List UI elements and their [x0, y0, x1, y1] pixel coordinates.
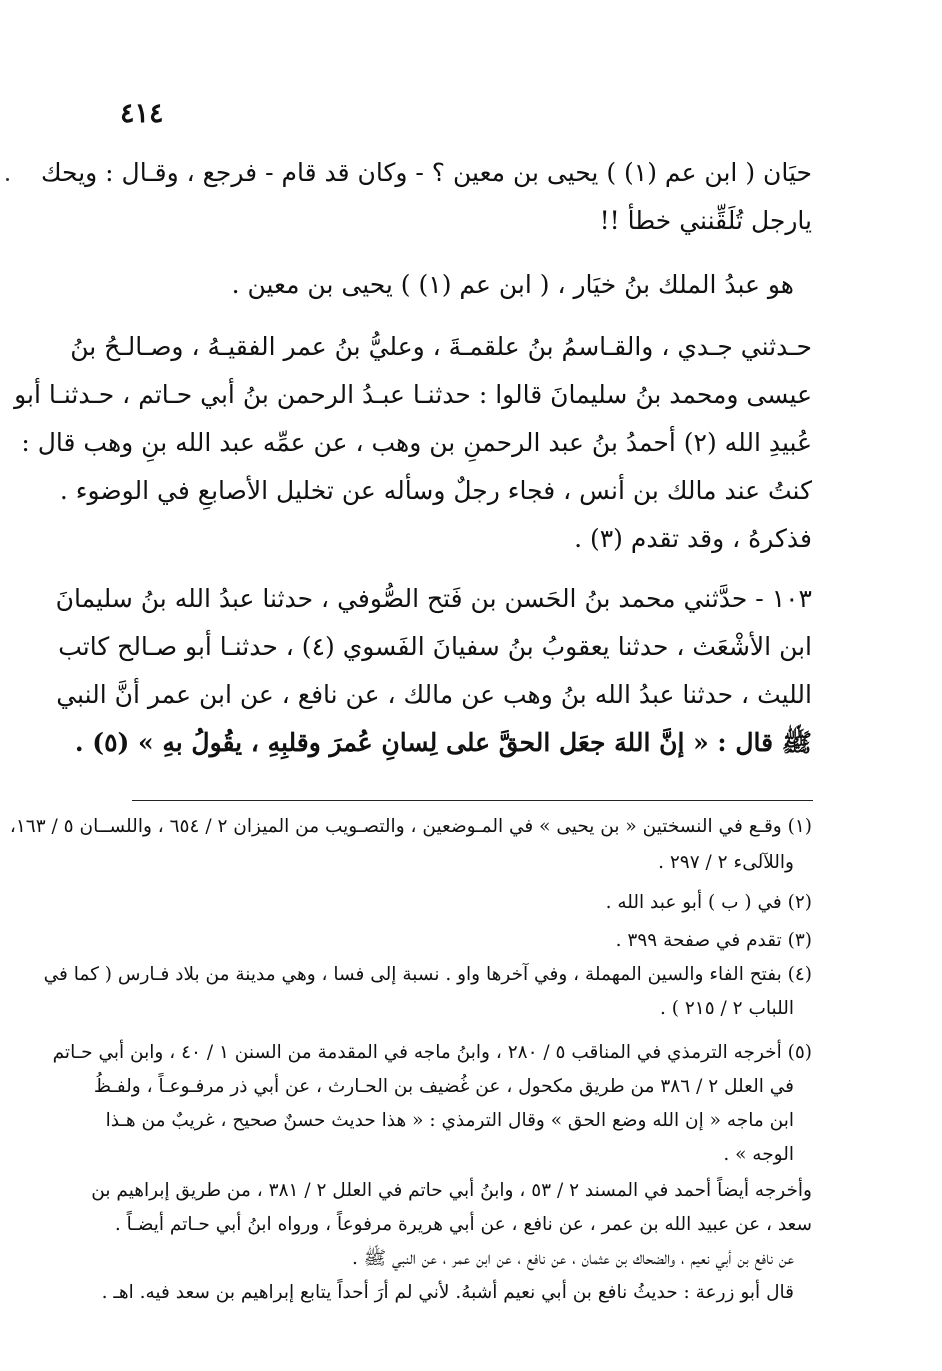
footnote-line: عن نافع بن أبي نعيم ، والضحاك بن عثمان ، عن نافع ، عن ابن عمر ، عن النبي ﷺ .	[352, 1248, 794, 1269]
body-line: حـدثني جـدي ، والقـاسمُ بنُ علقمـةَ ، وعليُّ بنُ عمر الفقيـهُ ، وصـالـحُ بنُ	[70, 332, 812, 361]
footnote-line: (٥) أخرجه الترمذي في المناقب ٥ / ٢٨٠ ، وابنُ ماجه في المقدمة من السنن ١ / ٤٠ ، وابن أبي حـاتم	[52, 1042, 812, 1063]
footnote-line: (٤) بفتح الفاء والسين المهملة ، وفي آخرها واو . نسبة إلى فسا ، وهي مدينة من بلاد فـارس ( كما في	[43, 964, 812, 985]
body-line: فذكرهُ ، وقد تقدم (٣) .	[574, 524, 812, 553]
hadith-line: الليث ، حدثنا عبدُ الله بنُ وهب عن مالك ، عن نافع ، عن ابن عمر أنَّ النبي	[56, 680, 812, 709]
footnote-line: ابن ماجه « إن الله وضع الحق » وقال الترمذي : « هذا حديث حسنٌ صحيح ، غريبٌ من هـذا	[105, 1110, 794, 1131]
body-line: عُبيدِ الله (٢) أحمدُ بنُ عبد الرحمنِ بن وهب ، عن عمِّه عبد الله بنِ وهب قال :	[21, 428, 812, 457]
body-line: حيَان ( ابن عم (١) ) يحيى بن معين ؟ - وكان قد قام - فرجع ، وقـال : ويحك	[40, 158, 812, 187]
hadith-line: ١٠٣ - حدَّثني محمد بنُ الحَسن بن فَتح الصُّوفي ، حدثنا عبدُ الله بنُ سليمانَ	[55, 584, 812, 613]
footnote-line: (٣) تقدم في صفحة ٣٩٩ .	[615, 930, 812, 951]
footnote-line: الوجه » .	[723, 1144, 794, 1165]
body-line: كنتُ عند مالك بن أنس ، فجاء رجلٌ وسأله عن تخليل الأصابعِ في الوضوء .	[59, 476, 812, 505]
page-number: ٤١٤	[120, 98, 164, 129]
body-line: هو عبدُ الملك بنُ خيَار ، ( ابن عم (١) ) يحيى بن معين .	[231, 270, 794, 299]
footnote-separator	[132, 800, 813, 801]
footnote-line: سعد ، عن عبيد الله بن عمر ، عن نافع ، عن أبي هريرة مرفوعاً ، ورواه ابنُ أبي حـاتم أيضـاً .	[114, 1214, 812, 1235]
scan-speck	[6, 178, 9, 181]
footnote-line: واللآلىء ٢ / ٢٩٧ .	[658, 852, 794, 873]
footnote-line: قال أبو زرعة : حديثُ نافع بن أبي نعيم أشبهُ. لأني لم أرَ أحداً يتابع إبراهيم بن سعد فيه. اهـ .	[101, 1282, 794, 1303]
hadith-text-line: ﷺ قال : « إنَّ اللهَ جعَل الحقَّ على لِسانِ عُمرَ وقلبِهِ ، يقُولُ بهِ » (٥) .	[74, 728, 812, 757]
body-line: يارجل تُلَقِّنني خطأ !!	[599, 206, 812, 235]
footnote-line: (٢) في ( ب ) أبو عبد الله .	[605, 892, 812, 913]
body-line: عيسى ومحمد بنُ سليمانَ قالوا : حدثنـا عبـدُ الرحمن بنُ أبي حـاتم ، حـدثنـا أبو	[14, 380, 812, 409]
footnote-line: اللباب ٢ / ٢١٥ ) .	[659, 998, 794, 1019]
footnote-line: (١) وقـع في النسختين « بن يحيى » في المـوضعين ، والتصـويب من الميزان ٢ / ٦٥٤ ، واللســان ٥ / ١٦٣،	[9, 816, 812, 837]
footnote-line: في العلل ٢ / ٣٨٦ من طريق مكحول ، عن غُضيف بن الحـارث ، عن أبي ذر مرفـوعـاً ، ولفـظُ	[93, 1076, 794, 1097]
footnote-line: وأخرجه أيضاً أحمد في المسند ٢ / ٥٣ ، وابنُ أبي حاتم في العلل ٢ / ٣٨١ ، من طريق إبراهيم بن	[91, 1180, 812, 1201]
hadith-line: ابن الأشْعَث ، حدثنا يعقوبُ بنُ سفيانَ الفَسوي (٤) ، حدثنـا أبو صـالح كاتب	[58, 632, 812, 661]
